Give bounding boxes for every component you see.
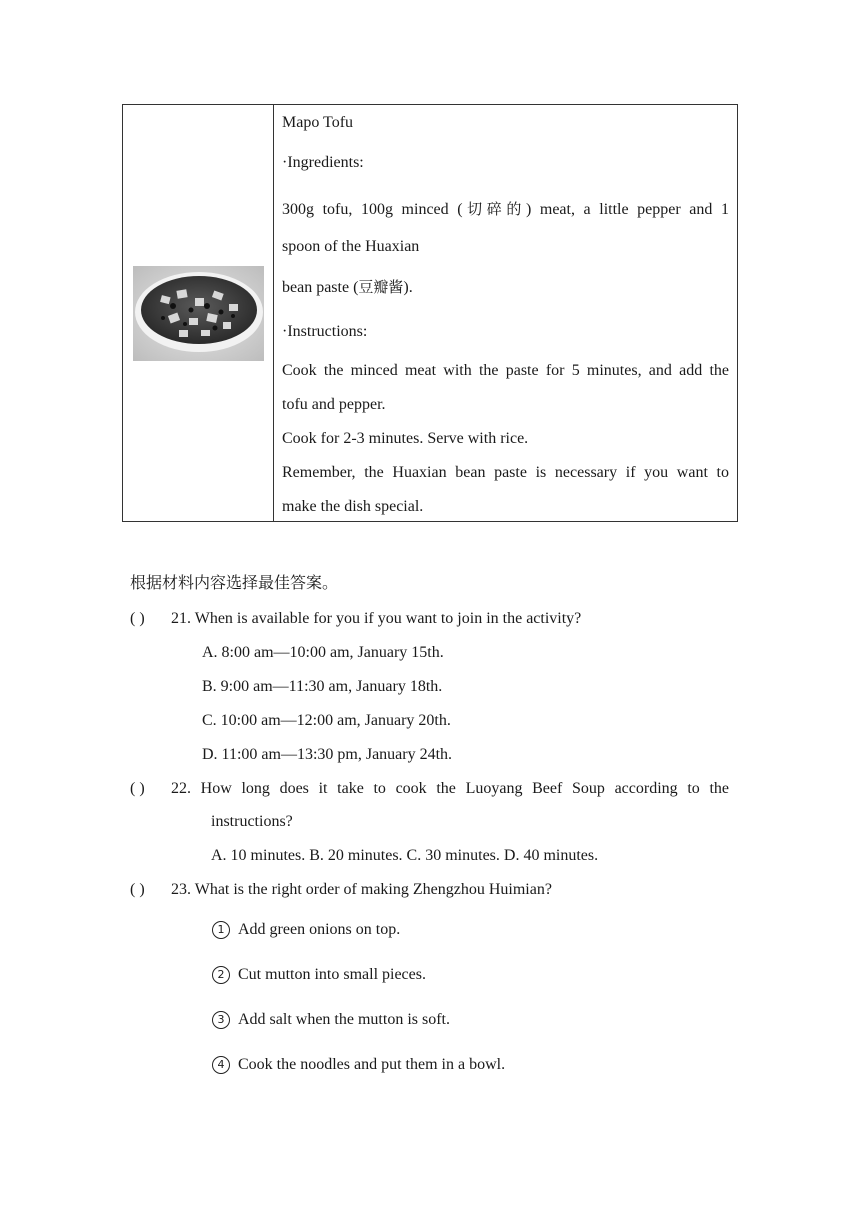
instructions-line-3: Cook for 2-3 minutes. Serve with rice. [282, 430, 529, 447]
ingredients-text: bean paste ( [282, 279, 359, 296]
option-21-d: D. 11:00 am—13:30 pm, January 24th. [202, 746, 453, 763]
recipe-title: Mapo Tofu [282, 114, 354, 131]
question-21-text: 21. When is available for you if you want to join in the activity? [171, 610, 582, 627]
step-3 [212, 1010, 450, 1030]
step-text: Add salt when the mutton is soft. [238, 1011, 450, 1028]
options-22: A. 10 minutes. B. 20 minutes. C. 30 minutes. D. 40 minutes. [211, 847, 599, 864]
question-22-text: 22. How long does it take to cook the Luoyang Beef Soup according to the [171, 780, 729, 797]
instructions-line-4: Remember, the Huaxian bean paste is necessary if you want to [282, 464, 729, 481]
instructions-label: ·Instructions: [282, 323, 368, 340]
circled-number: 4 [212, 1056, 230, 1074]
ingredients-zh-gloss: 切碎的 [462, 200, 526, 218]
ingredients-text: ). [403, 279, 413, 296]
circled-number: 1 [212, 921, 230, 939]
circled-number: 3 [212, 1011, 230, 1029]
question-23-text: 23. What is the right order of making Zhengzhou Huimian? [171, 881, 552, 898]
step-text: Add green onions on top. [238, 921, 401, 938]
ingredients-text: ) meat, a little pepper and 1 [525, 201, 729, 218]
recipe-table [122, 104, 738, 522]
section-heading: 根据材料内容选择最佳答案。 [130, 573, 339, 592]
step-text: Cut mutton into small pieces. [238, 966, 426, 983]
answer-blank-23[interactable]: ( ) [130, 881, 145, 898]
option-21-b: B. 9:00 am—11:30 am, January 18th. [202, 678, 443, 695]
option-21-c: C. 10:00 am—12:00 am, January 20th. [202, 712, 451, 729]
step-1 [212, 920, 400, 940]
image-cell [123, 105, 274, 521]
answer-blank-21[interactable]: ( ) [130, 610, 145, 627]
circled-number: 2 [212, 966, 230, 984]
mapo-tofu-photo [133, 266, 264, 361]
ingredients-line-3 [282, 277, 729, 298]
step-text: Cook the noodles and put them in a bowl. [238, 1056, 506, 1073]
ingredients-text: 300g tofu, 100g minced ( [282, 201, 463, 218]
ingredients-line-1 [282, 199, 729, 220]
step-2 [212, 965, 426, 985]
ingredients-line-2: spoon of the Huaxian [282, 238, 420, 255]
instructions-line-2: tofu and pepper. [282, 396, 386, 413]
question-22-text-cont: instructions? [211, 813, 293, 830]
recipe-text-cell [274, 105, 737, 521]
step-4 [212, 1055, 505, 1075]
ingredients-label: ·Ingredients: [282, 154, 364, 171]
ingredients-zh-gloss: 豆瓣酱 [358, 278, 404, 296]
answer-blank-22[interactable]: ( ) [130, 780, 145, 797]
instructions-line-1: Cook the minced meat with the paste for 5 minutes, and add the [282, 362, 729, 379]
option-21-a: A. 8:00 am—10:00 am, January 15th. [202, 644, 444, 661]
instructions-line-5: make the dish special. [282, 498, 424, 515]
